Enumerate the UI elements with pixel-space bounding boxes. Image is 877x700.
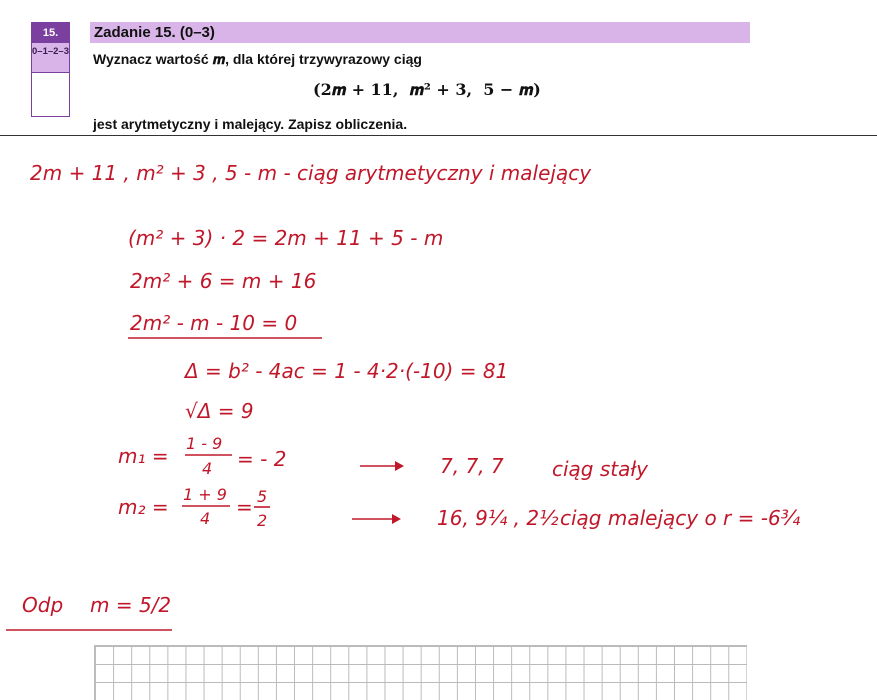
hw-sqrt-delta: √Δ = 9 — [185, 399, 254, 423]
task-instruction-end: jest arytmetyczny i malejący. Zapisz obliczenia. — [93, 116, 408, 132]
hw-m2-denominator: 4 — [200, 509, 211, 528]
hw-eq2: 2m² + 6 = m + 16 — [130, 269, 317, 293]
task-number: 15. — [32, 23, 69, 43]
hw-answer-value: m = 5/2 — [90, 593, 172, 617]
hw-answer-label: Odp — [22, 593, 64, 617]
hw-arrowhead-2 — [392, 514, 401, 524]
hw-m2-numerator: 1 + 9 — [183, 485, 227, 504]
hw-eq3: 2m² - m - 10 = 0 — [130, 311, 298, 335]
hw-m1-result: = - 2 — [237, 447, 287, 471]
hw-eq1: (m² + 3) · 2 = 2m + 11 + 5 - m — [128, 226, 444, 250]
answer-grid — [94, 645, 747, 700]
hw-line-given: 2m + 11 , m² + 3 , 5 - m - ciąg arytmetyczny i malejący — [30, 161, 592, 185]
hw-m1-sequence: 7, 7, 7 — [440, 454, 504, 478]
hw-m2-label: m₂ = — [118, 495, 169, 519]
hw-m2-equals: = — [236, 495, 253, 519]
hw-m1-numerator: 1 - 9 — [186, 434, 223, 453]
hw-m2-result-denominator: 2 — [257, 511, 268, 530]
hw-m1-denominator: 4 — [202, 459, 213, 478]
task-title: Zadanie 15. (0–3) — [94, 24, 215, 41]
hw-delta: Δ = b² - 4ac = 1 - 4·2·(-10) = 81 — [185, 359, 509, 383]
task-points: 0–1–2–3 — [32, 43, 69, 73]
hw-m2-note: ciąg malejący o r = -6¾ — [560, 506, 801, 530]
task-formula: (2𝒎 + 𝟏𝟏, 𝒎² + 𝟑, 𝟓 − 𝒎) — [313, 80, 541, 99]
hw-m2-sequence: 16, 9¼ , 2½ — [437, 506, 559, 530]
hw-m1-label: m₁ = — [118, 444, 169, 468]
hw-m2-result-numerator: 5 — [257, 487, 268, 506]
task-instruction: Wyznacz wartość 𝒎, dla której trzywyrazowy ciąg — [93, 51, 422, 67]
hw-arrowhead-1 — [395, 461, 404, 471]
hw-m1-note: ciąg stały — [552, 457, 648, 481]
